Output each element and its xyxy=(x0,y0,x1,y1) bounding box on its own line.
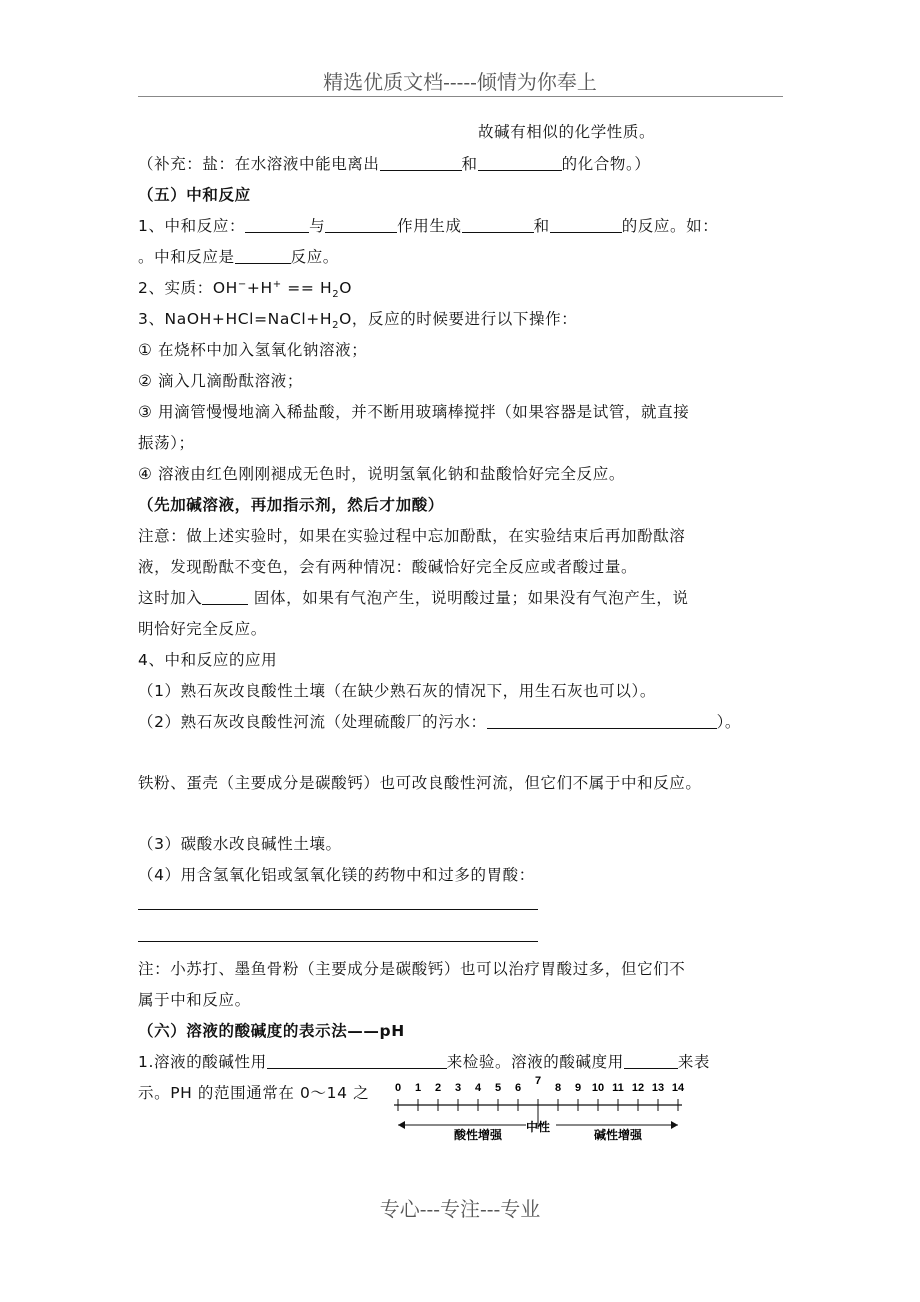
note-line: 注意：做上述实验时，如果在实验过程中忘加酚酞，在实验结束后再加酚酞溶 xyxy=(138,527,686,545)
text-fragment: 这时加入 xyxy=(138,589,203,607)
ph-tick-label: 9 xyxy=(574,1082,582,1094)
section-heading-5: （五）中和反应 xyxy=(138,186,251,204)
ph-tick-label: 10 xyxy=(591,1082,605,1094)
text-fragment: 的化合物。） xyxy=(561,155,651,173)
ph-tick-label: 13 xyxy=(651,1082,665,1094)
note-line: 液，发现酚酞不变色，会有两种情况：酸碱恰好完全反应或者酸过量。 xyxy=(138,558,638,576)
text-fragment: 来表 xyxy=(677,1053,711,1071)
subscript: 2 xyxy=(332,320,340,332)
fill-blank[interactable] xyxy=(202,589,248,606)
definition-line xyxy=(138,214,718,236)
ph-line xyxy=(138,1050,710,1072)
text-fragment: == H xyxy=(281,279,333,297)
text-line: 故碱有相似的化学性质。 xyxy=(478,123,656,141)
text-fragment: 。中和反应是 xyxy=(138,248,235,266)
application-2 xyxy=(138,710,741,732)
iron-note: 铁粉、蛋壳（主要成分是碳酸钙）也可改良酸性河流，但它们不属于中和反应。 xyxy=(138,774,702,792)
fill-blank[interactable] xyxy=(380,155,462,172)
ph-scale-diagram xyxy=(388,1075,698,1145)
application-heading: 4、中和反应的应用 xyxy=(138,651,278,669)
text-fragment: 反应。 xyxy=(290,248,339,266)
ph-tick-label: 6 xyxy=(514,1082,522,1094)
acid-arrowhead xyxy=(398,1121,405,1129)
ph-tick-label: 14 xyxy=(671,1082,685,1094)
header-divider xyxy=(138,96,783,97)
essence-line xyxy=(138,276,352,300)
text-fragment: （补充：盐：在水溶液中能电离出 xyxy=(138,155,380,173)
base-label: 碱性增强 xyxy=(593,1128,643,1142)
fill-blank[interactable] xyxy=(478,155,562,172)
text-fragment: 与 xyxy=(309,217,326,235)
text-fragment: 1.溶液的酸碱性用 xyxy=(138,1053,267,1071)
text-fragment: 2、实质：OH xyxy=(138,279,238,297)
page-footer: 专心---专注---专业 xyxy=(379,1197,541,1221)
fill-blank[interactable] xyxy=(624,1053,678,1070)
fill-blank[interactable] xyxy=(235,248,291,265)
fill-blank[interactable] xyxy=(325,217,397,234)
text-fragment: 的反应。如： xyxy=(621,217,719,235)
fill-blank[interactable] xyxy=(267,1053,447,1070)
superscript: − xyxy=(237,278,247,290)
ph-tick-label: 11 xyxy=(612,1082,624,1094)
application-1: （1）熟石灰改良酸性土壤（在缺少熟石灰的情况下，用生石灰也可以）。 xyxy=(138,682,656,700)
text-fragment: （2）熟石灰改良酸性河流（处理硫酸厂的污水： xyxy=(138,713,487,731)
application-4: （4）用含氢氧化铝或氢氧化镁的药物中和过多的胃酸： xyxy=(138,866,535,884)
fill-blank[interactable] xyxy=(462,217,534,234)
answer-line[interactable] xyxy=(138,941,538,942)
acid-label: 酸性增强 xyxy=(453,1128,503,1142)
step-3: ③ 用滴管慢慢地滴入稀盐酸，并不断用玻璃棒搅拌（如果容器是试管，就直接 xyxy=(138,403,690,421)
base-arrowhead xyxy=(671,1121,678,1129)
application-3: （3）碳酸水改良碱性土壤。 xyxy=(138,835,342,853)
step-2: ② 滴入几滴酚酞溶液； xyxy=(138,372,303,390)
step-1: ① 在烧杯中加入氢氧化钠溶液； xyxy=(138,341,368,359)
note-line xyxy=(138,586,689,608)
note-line: 明恰好完全反应。 xyxy=(138,620,267,638)
text-fragment: 和 xyxy=(533,217,550,235)
text-fragment: 来检验。溶液的酸碱度用 xyxy=(446,1053,624,1071)
text-fragment: +H xyxy=(246,279,273,297)
text-fragment: ）。 xyxy=(716,713,742,731)
ph-tick-label: 3 xyxy=(454,1082,462,1094)
text-fragment: O，反应的时候要进行以下操作： xyxy=(339,310,578,328)
ph-line-cont: 示。PH 的范围通常在 0～14 之 xyxy=(138,1084,370,1102)
order-note: （先加碱溶液，再加指示剂，然后才加酸） xyxy=(138,496,444,514)
ph-tick-label: 7 xyxy=(534,1075,542,1087)
section-heading-6: （六）溶液的酸碱度的表示法——pH xyxy=(138,1022,405,1040)
text-fragment: O xyxy=(339,279,352,297)
ph-tick-label: 1 xyxy=(414,1082,422,1094)
fill-blank[interactable] xyxy=(487,713,717,730)
superscript: + xyxy=(272,278,282,290)
ph-tick-label: 4 xyxy=(474,1082,482,1094)
text-fragment: 和 xyxy=(461,155,478,173)
step-3-cont: 振荡）； xyxy=(138,434,195,452)
fill-blank[interactable] xyxy=(550,217,622,234)
subscript: 2 xyxy=(332,289,340,301)
note-line: 注：小苏打、墨鱼骨粉（主要成分是碳酸钙）也可以治疗胃酸过多，但它们不 xyxy=(138,960,686,978)
supplement-line xyxy=(138,152,650,174)
ph-tick-label: 5 xyxy=(494,1082,502,1094)
text-fragment: 1、中和反应： xyxy=(138,217,246,235)
text-fragment: 作用生成 xyxy=(397,217,462,235)
ph-tick-label: 12 xyxy=(631,1082,645,1094)
note-line: 属于中和反应。 xyxy=(138,991,251,1009)
ph-tick-label: 0 xyxy=(394,1082,402,1094)
neutral-label: 中性 xyxy=(525,1120,551,1134)
page-header: 精选优质文档-----倾情为你奉上 xyxy=(323,70,597,94)
ph-tick-label: 2 xyxy=(434,1082,442,1094)
text-fragment: 3、NaOH+HCl=NaCl+H xyxy=(138,310,333,328)
step-4: ④ 溶液由红色刚刚褪成无色时，说明氢氧化钠和盐酸恰好完全反应。 xyxy=(138,465,625,483)
reaction-line xyxy=(138,307,577,331)
ph-tick-label: 8 xyxy=(554,1082,562,1094)
answer-line[interactable] xyxy=(138,909,538,910)
definition-line-cont xyxy=(138,245,339,267)
text-fragment: 固体，如果有气泡产生，说明酸过量；如果没有气泡产生，说 xyxy=(248,589,689,607)
fill-blank[interactable] xyxy=(245,217,309,234)
